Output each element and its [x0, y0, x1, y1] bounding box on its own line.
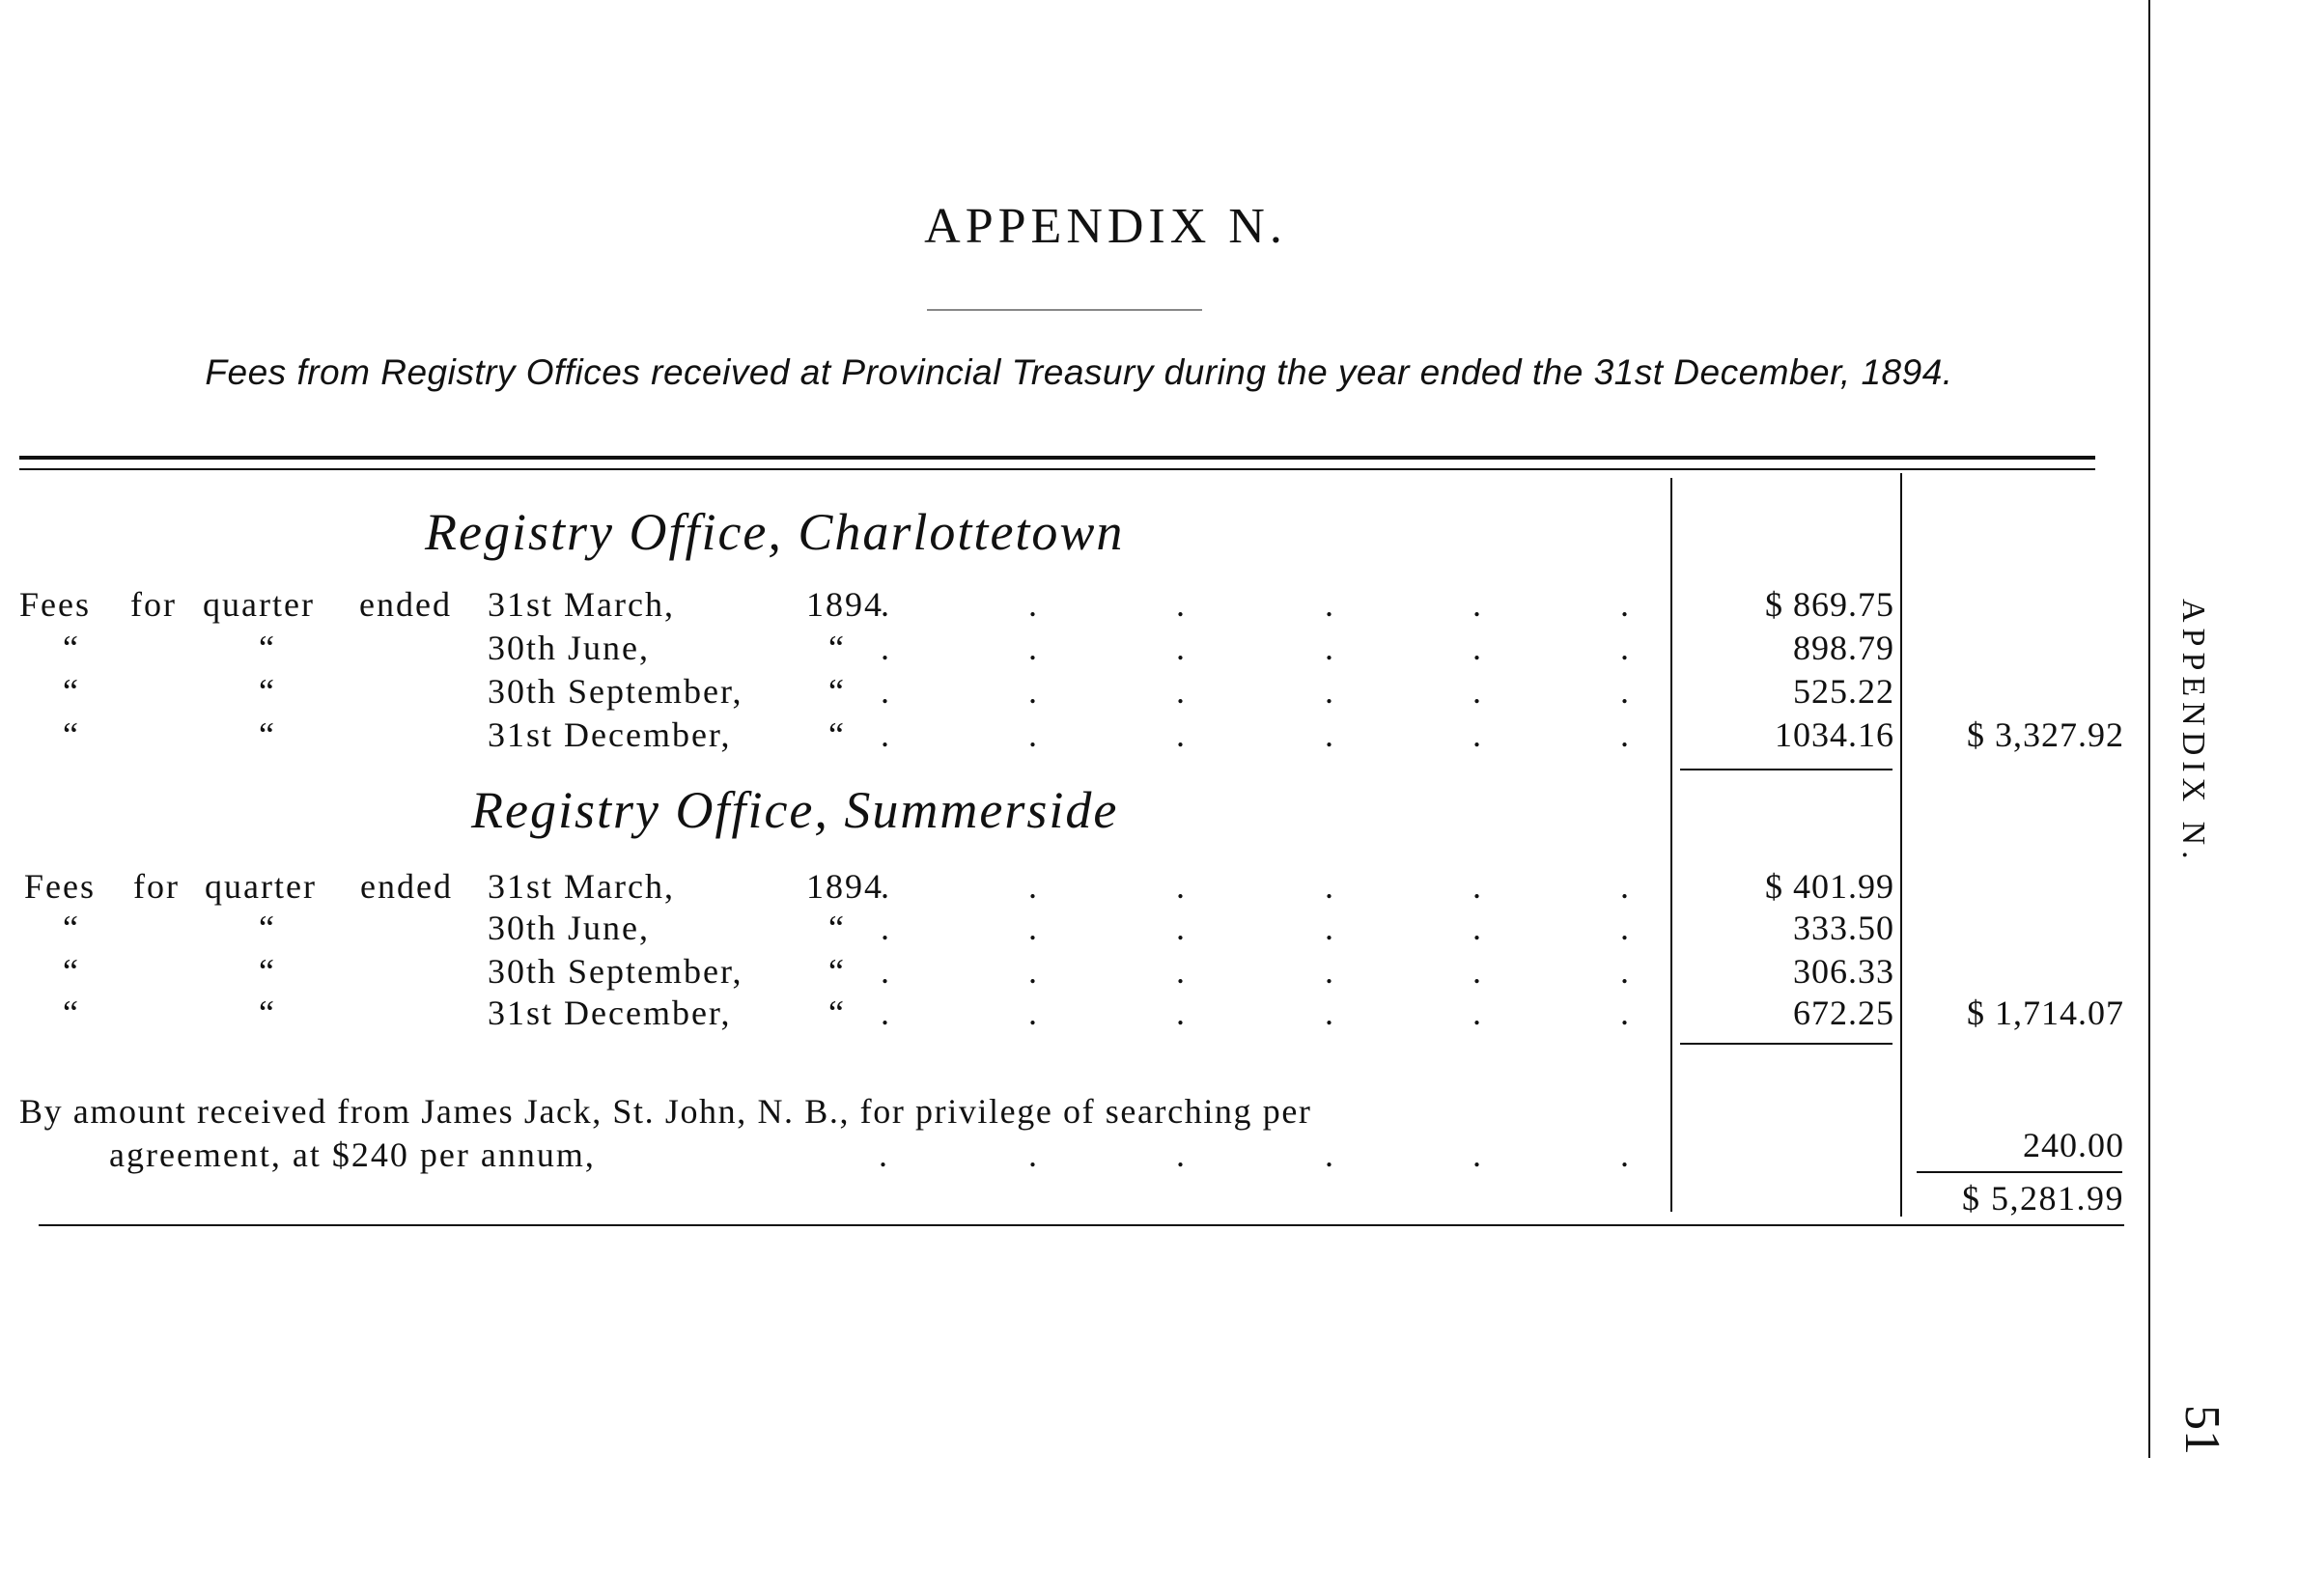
leader-dot: .	[1028, 585, 1039, 624]
row-label: “	[63, 715, 80, 754]
row-quarter: “	[259, 672, 276, 711]
receipt-text-line2: agreement, at $240 per annum,	[109, 1135, 596, 1174]
row-quarter: “	[259, 994, 276, 1032]
leader-dot: .	[1620, 715, 1631, 754]
row-ended: ended	[360, 867, 453, 906]
leader-dot: .	[1620, 952, 1631, 991]
row-ended: ended	[359, 585, 452, 624]
row-for: for	[130, 585, 177, 624]
top-rule-thick	[19, 456, 2095, 460]
leader-dot: .	[1620, 672, 1631, 711]
top-rule-thin	[19, 468, 2095, 470]
leader-dot: .	[1176, 994, 1187, 1032]
leader-dot: .	[1176, 952, 1187, 991]
leader-dot: .	[1472, 867, 1483, 906]
page-number: 51	[2174, 1405, 2229, 1455]
row-for: for	[133, 867, 180, 906]
leader-dot: .	[1176, 629, 1187, 667]
leader-dot: .	[1028, 994, 1039, 1032]
section-heading-summerside: Registry Office, Summerside	[471, 781, 1119, 839]
leader-dot: .	[1472, 952, 1483, 991]
leader-dot: .	[1028, 629, 1039, 667]
leader-dot: .	[1325, 909, 1335, 947]
leader-dot: .	[1325, 1135, 1335, 1174]
row-amount: 306.33	[1793, 952, 1894, 991]
row-quarter: “	[259, 909, 276, 947]
row-amount: 525.22	[1793, 672, 1894, 711]
row-year: “	[828, 672, 846, 711]
leader-dot: .	[1620, 909, 1631, 947]
row-quarter: quarter	[203, 585, 315, 624]
subtotal-rule	[1680, 1043, 1892, 1045]
row-date: 31st March,	[488, 867, 675, 906]
leader-dot: .	[1028, 952, 1039, 991]
leader-dot: .	[1472, 672, 1483, 711]
row-amount: 333.50	[1793, 909, 1894, 947]
leader-dot: .	[1028, 715, 1039, 754]
row-amount: 1034.16	[1775, 715, 1894, 754]
leader-dot: .	[1028, 909, 1039, 947]
grand-total-rule	[1917, 1171, 2122, 1173]
leader-dot: .	[1325, 952, 1335, 991]
leader-dot: .	[1472, 585, 1483, 624]
leader-dot: .	[1176, 672, 1187, 711]
margin-heading: APPENDIX N.	[2175, 599, 2211, 865]
leader-dot: .	[1620, 1135, 1631, 1174]
row-date: 31st March,	[488, 585, 675, 624]
margin-rule	[2148, 0, 2150, 1458]
leader-dot: .	[1472, 994, 1483, 1032]
column-rule-amounts	[1670, 478, 1672, 1212]
leader-dot: .	[881, 585, 891, 624]
row-amount: 672.25	[1793, 994, 1894, 1032]
row-label: “	[63, 672, 80, 711]
leader-dot: .	[1620, 867, 1631, 906]
leader-dot: .	[1472, 1135, 1483, 1174]
leader-dot: .	[881, 909, 891, 947]
leader-dot: .	[1325, 867, 1335, 906]
leader-dot: .	[1176, 867, 1187, 906]
subtotal-rule	[1680, 769, 1892, 770]
leader-dot: .	[1325, 585, 1335, 624]
leader-dot: .	[1325, 715, 1335, 754]
leader-dot: .	[1028, 672, 1039, 711]
receipt-text-line1: By amount received from James Jack, St. John, N. B., for privilege of searching per	[19, 1092, 1312, 1131]
bottom-rule	[39, 1224, 2124, 1226]
row-amount: $ 869.75	[1765, 585, 1894, 624]
section-heading-charlottetown: Registry Office, Charlottetown	[425, 503, 1125, 561]
row-year: “	[828, 715, 846, 754]
row-quarter: “	[259, 952, 276, 991]
title-divider	[927, 309, 1202, 311]
leader-dot: .	[881, 715, 891, 754]
receipt-amount: 240.00	[2023, 1126, 2124, 1164]
row-label: “	[63, 909, 80, 947]
leader-dot: .	[1620, 585, 1631, 624]
row-amount: $ 401.99	[1765, 867, 1894, 906]
leader-dot: .	[1325, 629, 1335, 667]
leader-dot: .	[881, 629, 891, 667]
leader-dot: .	[1176, 715, 1187, 754]
row-label: Fees	[19, 585, 91, 624]
leader-dot: .	[1620, 629, 1631, 667]
row-year: “	[828, 952, 846, 991]
leader-dot: .	[1176, 909, 1187, 947]
row-label: “	[63, 629, 80, 667]
row-label: “	[63, 994, 80, 1032]
table-caption: Fees from Registry Offices received at Provincial Treasury during the year ended the 31st December, 1894.	[205, 352, 1953, 392]
leader-dot: .	[1325, 672, 1335, 711]
row-date: 30th September,	[488, 672, 743, 711]
row-quarter: “	[259, 715, 276, 754]
row-year: “	[828, 629, 846, 667]
row-label: “	[63, 952, 80, 991]
row-date: 31st December,	[488, 994, 732, 1032]
leader-dot: .	[881, 994, 891, 1032]
leader-dot: .	[881, 867, 891, 906]
row-year: “	[828, 994, 846, 1032]
leader-dot: .	[1176, 1135, 1187, 1174]
row-year: 1894	[806, 867, 883, 906]
leader-dot: .	[881, 952, 891, 991]
leader-dot: .	[1472, 629, 1483, 667]
row-year: 1894	[806, 585, 883, 624]
leader-dot: .	[1325, 994, 1335, 1032]
row-date: 30th September,	[488, 952, 743, 991]
row-date: 30th June,	[488, 909, 650, 947]
row-date: 31st December,	[488, 715, 732, 754]
leader-dot: .	[1028, 867, 1039, 906]
leader-dot: .	[879, 1135, 889, 1174]
page-title: APPENDIX N.	[924, 199, 1287, 254]
leader-dot: .	[1620, 994, 1631, 1032]
leader-dot: .	[1028, 1135, 1039, 1174]
row-year: “	[828, 909, 846, 947]
grand-total: $ 5,281.99	[1962, 1179, 2124, 1218]
section-total-charlottetown: $ 3,327.92	[1967, 715, 2124, 754]
row-date: 30th June,	[488, 629, 650, 667]
leader-dot: .	[1472, 909, 1483, 947]
section-total-summerside: $ 1,714.07	[1967, 994, 2124, 1032]
row-label: Fees	[24, 867, 96, 906]
leader-dot: .	[1176, 585, 1187, 624]
leader-dot: .	[881, 672, 891, 711]
row-amount: 898.79	[1793, 629, 1894, 667]
row-quarter: “	[259, 629, 276, 667]
leader-dot: .	[1472, 715, 1483, 754]
column-rule-totals	[1900, 473, 1902, 1217]
row-quarter: quarter	[205, 867, 317, 906]
